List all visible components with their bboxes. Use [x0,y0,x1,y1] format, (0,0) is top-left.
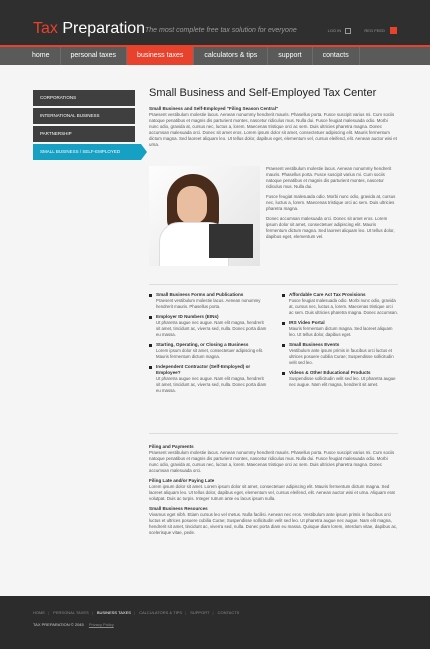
bullet-icon [282,294,285,297]
footer-separator: | [48,610,50,615]
page-title: Small Business and Self-Employed Tax Center [149,87,377,99]
info-section [149,506,398,536]
footer-link-home[interactable]: HOME [33,610,45,615]
feature-item[interactable] [149,364,269,394]
woman-with-laptop-photo [149,166,260,266]
nav-business-taxes[interactable]: business taxes [127,47,194,65]
section-text: Vivamus eget nibh. Etiam cursus leo vel metus. Nulla facilisi. Aenean nec eros. Vestibulum ante ipsum primis in faucibus orci luctus et ultrices posuere cubilia Curae; Suspendisse sollicitudin velit sed leo. Ut pharetra augue nec augue. Nam elit magna, hendrerit sit amet, tincidunt ac, viverra sed, nulla. Donec porta diam eu massa. Quisque diam lorem, interdum vitae, dapibus ac, scelerisque vitae, pede. [149,512,398,535]
feature-title[interactable]: Starting, Operating, or Closing a Business [156,342,249,347]
intro-heading: Small Business and Self-Employed "Filing Season Central" [149,106,279,111]
section-heading: Filing and Payments [149,444,194,449]
nav-contacts[interactable]: contacts [313,47,360,65]
feature-desc: Lorem ipsum dolor sit amet, consectetuer adipiscing elit. Mauris fermentum dictum magna. [156,348,263,359]
bullet-icon [282,372,285,375]
features-left-column [149,292,269,398]
section-divider [149,284,398,285]
photo-side-text [266,166,396,244]
login-link[interactable]: LOG IN [327,28,342,33]
feature-title[interactable]: Affordable Care Act Tax Provisions [289,292,366,297]
footer-link-business-taxes[interactable]: BUSINESS TAXES [96,610,131,615]
feature-title[interactable]: IRS Video Portal [289,320,325,325]
resources-section [149,444,398,540]
logo-preparation-text: Preparation [62,20,146,37]
register-link[interactable]: REG FEED [364,28,385,33]
feature-item[interactable] [282,320,398,338]
footer-link-calculators-tips[interactable]: CALCULATORS & TIPS [139,610,183,615]
feature-desc: Vestibulum ante ipsum primis in faucibus orci luctus et ultrices posuere cubilia Curae; Suspendisse sollicitudin velit sed leo. [289,348,394,365]
footer-separator: | [185,610,187,615]
feature-item[interactable] [282,292,398,316]
section-text: Praesent vestibulum molestie lacus. Aenean nonummy hendrerit mauris. Phasellus porta. Fusce suscipit varius mi. Cum sociis natoque penatibus et magnis dis parturient montes, nascetur ridiculus mus. Nulla dui. Fusce feugiat malesuada odio. Morbi nunc odio, gravida at, cursus nec, luctus a, lorem. Maecenas tristique orci ac sem. Duis ultricies pharetra magna. Donec accumsan malesuada orci. [149,450,395,473]
bullet-icon [149,316,152,319]
site-footer [0,596,430,649]
footer-link-support[interactable]: SUPPORT [190,610,210,615]
feature-title[interactable]: Independent Contractor (Self-Employed) or Employee? [156,364,251,375]
footer-separator: | [91,610,93,615]
feature-desc: Fusce feugiat malesuada odio. Morbi nunc odio, gravida at, cursus nec, luctus a, lorem. Maecenas tristique orci ac sem. Duis ultricies pharetra magna. Donec accumsan. [289,298,398,315]
bullet-icon [149,344,152,347]
site-tagline: The most complete free tax solution for everyone [145,27,297,34]
nav-home[interactable]: home [22,47,61,65]
top-links [328,27,397,34]
laptop-icon [209,224,253,258]
bullet-icon [282,344,285,347]
feature-desc: Praesent vestibulum molestie lacus. Aenean nonummy hendrerit mauris. Phasellus porta. [156,298,261,309]
feature-item[interactable] [149,314,269,338]
nav-calculators-tips[interactable]: calculators & tips [194,47,268,65]
footer-link-personal-taxes[interactable]: PERSONAL TAXES [53,610,89,615]
feature-title[interactable]: Small Business Forms and Publications [156,292,244,297]
intro-section [149,106,398,148]
sidebar-item-corporations[interactable]: CORPORATIONS [33,90,135,106]
intro-text: Praesent vestibulum molestie lacus. Aenean nonummy hendrerit mauris. Phasellus porta. Fusce suscipit varius mi. Cum sociis natoque penatibus et magnis dis parturient montes, nascetur ridiculus mus. Nulla dui. Fusce feugiat malesuada odio. Morbi nunc odio, gravida at, cursus nec, luctus a, lorem. Maecenas tristique orci ac sem. Duis ultricies pharetra magna. Donec accumsan malesuada orci. Donec sit amet eros. Lorem ipsum dolor sit amet, consectetuer adipiscing elit. Mauris fermentum dictum magna. Sed laoreet aliquam leo. Ut tellus dolor, dapibus eget, elementum vel, cursus eleifend, elit. Aenean auctor wisi et urna. [149,112,397,147]
footer-copyright [33,622,114,627]
bullet-icon [149,294,152,297]
site-logo[interactable] [33,20,145,38]
privacy-policy-link[interactable]: Privacy Policy [88,622,114,627]
main-content [149,86,398,100]
sidebar-item-partnership[interactable]: PARTNERSHIP [33,126,135,142]
footer-navigation [33,610,242,615]
side-paragraph: Fusce feugiat malesuada odio. Morbi nunc odio, gravida at, cursus nec, luctus a, lorem. Maecenas tristique orci ac sem. Duis ultricies pharetra magna. [266,194,396,211]
feature-title[interactable]: Small Business Events [289,342,340,347]
info-section [149,444,398,474]
feature-desc: Ut pharetra augue nec augue. Nam elit magna, hendrerit sit amet, tincidunt ac, viverra sed, nulla. Donec porta diam eu massa. [156,376,267,393]
photo-face-shape [177,186,207,224]
feature-title[interactable]: Videos & Other Educational Products [289,370,371,375]
feature-item[interactable] [282,370,398,388]
feature-title[interactable]: Employer ID Numbers (EINs) [156,314,219,319]
nav-personal-taxes[interactable]: personal taxes [61,47,128,65]
main-navigation [0,45,430,65]
nav-support[interactable]: support [268,47,312,65]
logo-tax-text: Tax [33,20,58,37]
lock-icon [345,28,351,34]
footer-link-contacts[interactable]: CONTACTS [217,610,240,615]
sidebar-item-international-business[interactable]: INTERNATIONAL BUSINESS [33,108,135,124]
side-paragraph: Donec accumsan malesuada orci. Donec sit amet eros. Lorem ipsum dolor sit amet, consectetuer adipiscing elit. Mauris fermentum dictum magna. Sed laoreet aliquam leo. Ut tellus dolor, dapibus eget, elementum vel. [266,216,395,239]
feature-item[interactable] [282,342,398,366]
feature-item[interactable] [149,292,269,310]
feature-desc: Ut pharetra augue nec augue. Nam elit magna, hendrerit sit amet, tincidunt ac, viverra sed, nulla. Donec porta diam eu massa. [156,320,267,337]
copyright-text: TAX PREPARATION © 2045 [33,622,84,627]
feature-desc: Mauris fermentum dictum magna. Sed laoreet aliquam leo. Ut tellus dolor, dapibus eget. [289,326,393,337]
side-paragraph: Praesent vestibulum molestie lacus. Aenean nonummy hendrerit mauris. Phasellus porta. Fusce suscipit varius mi. Cum sociis natoque penatibus et magnis dis parturient montes, nascetur ridiculus mus. Nulla dui. [266,166,392,189]
footer-separator: | [133,610,135,615]
features-right-column [282,292,398,392]
section-heading: Small Business Resources [149,506,208,511]
feature-desc: Suspendisse sollicitudin velit sed leo. Ut pharetra augue nec augue. Nam elit magna, hendrerit sit amet. [289,376,396,387]
footer-separator: | [212,610,214,615]
site-header [0,0,430,45]
section-divider [149,433,398,434]
sidebar-item-small-business[interactable]: SMALL BUSINESS / SELF-EMPLOYED [33,144,141,160]
rss-icon[interactable] [390,27,397,34]
sidebar-menu [33,90,135,162]
feature-item[interactable] [149,342,269,360]
bullet-icon [282,322,285,325]
info-section [149,478,398,502]
bullet-icon [149,366,152,369]
section-heading: Filing Late and/or Paying Late [149,478,215,483]
section-text: Lorem ipsum dolor sit amet. Lorem ipsum dolor sit amet, consectetuer adipiscing elit. Mauris fermentum dictum magna. Sed laoreet aliquam leo. Ut tellus dolor, dapibus eget, elementum vel, cursus eleifend, elit. Aenean auctor wisi et urna. Aliquam erat volutpat. Duis ac turpis. Integer rutrum ante eu lacus ipsum nulla. [149,484,395,501]
